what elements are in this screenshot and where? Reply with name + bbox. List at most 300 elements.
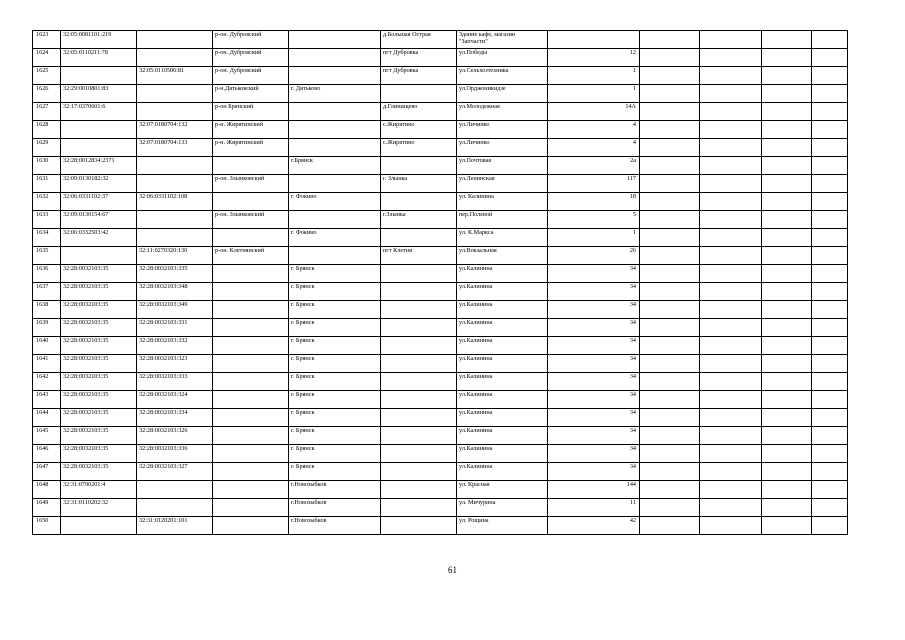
cell-city: г. Фокино <box>289 229 381 247</box>
cell-no: 1628 <box>33 121 61 139</box>
cell-settlement <box>381 499 457 517</box>
cell-empty <box>762 49 812 67</box>
table-row <box>33 409 848 427</box>
cell-settlement <box>381 373 457 391</box>
cell-cad1: 32:28:0032103:35 <box>61 373 137 391</box>
cell-street: ул.Молодежная <box>457 103 548 121</box>
cell-city <box>289 31 381 49</box>
cell-district: р-н.Дятьковский <box>213 85 289 103</box>
cell-no: 1630 <box>33 157 61 175</box>
cell-empty <box>700 517 762 535</box>
cell-street: ул. К.Маркса <box>457 229 548 247</box>
cell-cad2 <box>137 175 213 193</box>
table-row <box>33 301 848 319</box>
cell-cad1: 32:06:0331102:37 <box>61 193 137 211</box>
cell-district <box>213 157 289 175</box>
cell-empty <box>812 463 848 481</box>
cell-street: ул.Калинина <box>457 265 548 283</box>
cell-empty <box>700 121 762 139</box>
cell-cad2 <box>137 229 213 247</box>
cell-empty <box>812 193 848 211</box>
cell-empty <box>762 211 812 229</box>
cell-street: ул.Калинина <box>457 337 548 355</box>
cell-empty <box>640 445 700 463</box>
cell-house: 34 <box>548 337 640 355</box>
cell-no: 1641 <box>33 355 61 373</box>
cell-empty <box>762 175 812 193</box>
cell-district <box>213 427 289 445</box>
cell-house: 34 <box>548 265 640 283</box>
cell-settlement <box>381 517 457 535</box>
cell-cad2: 32:11:0270320:130 <box>137 247 213 265</box>
cell-empty <box>640 31 700 49</box>
cell-settlement <box>381 481 457 499</box>
cell-cad2: 32:28:0032103:331 <box>137 319 213 337</box>
cell-street: ул.Личинко <box>457 121 548 139</box>
table-row <box>33 229 848 247</box>
cell-district: р-он. Дубровский <box>213 67 289 85</box>
cell-street: ул.Калинина <box>457 427 548 445</box>
cell-district: р-он. Дубровский <box>213 31 289 49</box>
cell-empty <box>640 121 700 139</box>
cell-empty <box>640 211 700 229</box>
cell-city: г. Брянск <box>289 409 381 427</box>
cell-empty <box>640 337 700 355</box>
cell-empty <box>812 265 848 283</box>
cell-empty <box>640 517 700 535</box>
cell-cad2: 32:28:0032103:324 <box>137 391 213 409</box>
table-row <box>33 481 848 499</box>
cell-empty <box>640 229 700 247</box>
cell-city: г. Брянск <box>289 301 381 319</box>
cell-no: 1632 <box>33 193 61 211</box>
cell-settlement <box>381 301 457 319</box>
cell-cad2: 32:07:0180704:133 <box>137 139 213 157</box>
cell-empty <box>762 409 812 427</box>
cell-cad2: 32:07:0180704:132 <box>137 121 213 139</box>
cell-empty <box>762 247 812 265</box>
cell-cad1: 32:31:0790201:4 <box>61 481 137 499</box>
cell-city <box>289 103 381 121</box>
cell-street: ул.Калинина <box>457 283 548 301</box>
cell-empty <box>762 31 812 49</box>
cell-empty <box>812 103 848 121</box>
cell-street: ул. Красная <box>457 481 548 499</box>
cell-empty <box>812 67 848 85</box>
cell-empty <box>640 499 700 517</box>
table-row <box>33 247 848 265</box>
cell-district: р-он. Дубровский <box>213 49 289 67</box>
cell-settlement: с.Жирятино <box>381 139 457 157</box>
cell-no: 1631 <box>33 175 61 193</box>
cell-district <box>213 283 289 301</box>
cell-empty <box>762 463 812 481</box>
cell-city: г.Брянск <box>289 157 381 175</box>
cell-settlement <box>381 157 457 175</box>
registry-body <box>33 31 848 535</box>
cell-house: 11 <box>548 499 640 517</box>
cell-cad1: 32:28:0032103:35 <box>61 427 137 445</box>
cell-cad2: 32:28:0032103:334 <box>137 409 213 427</box>
cell-empty <box>640 301 700 319</box>
cell-street: ул. Мичурина <box>457 499 548 517</box>
cell-city <box>289 139 381 157</box>
cell-empty <box>812 427 848 445</box>
cell-cad1: 32:28:0032103:35 <box>61 337 137 355</box>
table-row <box>33 265 848 283</box>
cell-empty <box>640 373 700 391</box>
cell-house: 144 <box>548 481 640 499</box>
cell-house: 34 <box>548 463 640 481</box>
cell-street: ул.Калинина <box>457 301 548 319</box>
cell-house: 34 <box>548 391 640 409</box>
cell-empty <box>640 427 700 445</box>
cell-empty <box>640 463 700 481</box>
cell-city: г. Брянск <box>289 355 381 373</box>
cell-no: 1623 <box>33 31 61 49</box>
cell-empty <box>700 193 762 211</box>
cell-no: 1624 <box>33 49 61 67</box>
cell-empty <box>812 355 848 373</box>
cell-settlement: пгт Дубровка <box>381 49 457 67</box>
cell-no: 1643 <box>33 391 61 409</box>
table-row <box>33 31 848 49</box>
cell-settlement: пгт Клетня <box>381 247 457 265</box>
cell-settlement: г. Злынка <box>381 175 457 193</box>
cell-empty <box>640 67 700 85</box>
cell-empty <box>640 265 700 283</box>
cell-house: 12 <box>548 49 640 67</box>
cell-empty <box>812 157 848 175</box>
table-row <box>33 391 848 409</box>
cell-empty <box>762 139 812 157</box>
cell-empty <box>640 175 700 193</box>
cell-settlement <box>381 265 457 283</box>
cell-empty <box>700 427 762 445</box>
cell-empty <box>762 265 812 283</box>
cell-cad1: 32:28:0032103:35 <box>61 301 137 319</box>
cell-no: 1648 <box>33 481 61 499</box>
cell-house: 34 <box>548 283 640 301</box>
cell-empty <box>700 157 762 175</box>
cell-empty <box>700 175 762 193</box>
cell-empty <box>812 121 848 139</box>
cell-cad1: 32:28:0032103:35 <box>61 409 137 427</box>
cell-settlement: пгт Дубровка <box>381 67 457 85</box>
cell-empty <box>762 301 812 319</box>
cell-empty <box>812 499 848 517</box>
cell-house: 5 <box>548 211 640 229</box>
cell-empty <box>812 211 848 229</box>
cell-district <box>213 445 289 463</box>
cell-cad1: 32:28:0032103:35 <box>61 463 137 481</box>
cell-empty <box>762 445 812 463</box>
cell-district: р-он. Злынковский <box>213 175 289 193</box>
cell-settlement <box>381 355 457 373</box>
cell-no: 1633 <box>33 211 61 229</box>
cell-empty <box>812 409 848 427</box>
cell-empty <box>812 247 848 265</box>
cell-cad1: 32:09:0130154:67 <box>61 211 137 229</box>
cell-empty <box>700 247 762 265</box>
cell-cad1: 32:28:0032103:35 <box>61 265 137 283</box>
cell-street: ул. Рощина <box>457 517 548 535</box>
table-row <box>33 517 848 535</box>
cell-empty <box>640 157 700 175</box>
table-row <box>33 121 848 139</box>
cell-city <box>289 67 381 85</box>
cell-empty <box>640 355 700 373</box>
cell-empty <box>640 391 700 409</box>
cell-cad2: 32:06:0331102:108 <box>137 193 213 211</box>
cell-no: 1636 <box>33 265 61 283</box>
cell-settlement: д.Большая Острая <box>381 31 457 49</box>
cell-house: 26 <box>548 247 640 265</box>
cell-no: 1627 <box>33 103 61 121</box>
cell-no: 1638 <box>33 301 61 319</box>
cell-cad1 <box>61 139 137 157</box>
cell-city <box>289 247 381 265</box>
cell-city: г. Брянск <box>289 463 381 481</box>
cell-cad2: 32:28:0032103:336 <box>137 445 213 463</box>
cell-city <box>289 175 381 193</box>
cell-cad1: 32:05:0081101:219 <box>61 31 137 49</box>
cell-cad1: 32:28:0032103:35 <box>61 355 137 373</box>
cell-empty <box>700 229 762 247</box>
cell-street: ул.Орджоникидзе <box>457 85 548 103</box>
cell-empty <box>640 247 700 265</box>
cell-no: 1626 <box>33 85 61 103</box>
table-row <box>33 193 848 211</box>
cell-empty <box>812 373 848 391</box>
cell-empty <box>812 517 848 535</box>
cell-cad2: 32:28:0032103:323 <box>137 355 213 373</box>
cell-house: 42 <box>548 517 640 535</box>
cell-cad1: 32:05:0110211:78 <box>61 49 137 67</box>
cell-empty <box>762 373 812 391</box>
cell-house: 1 <box>548 85 640 103</box>
cell-city: г. Фокино <box>289 193 381 211</box>
cell-no: 1646 <box>33 445 61 463</box>
cell-empty <box>762 427 812 445</box>
cell-street: ул.Личинко <box>457 139 548 157</box>
cell-city: г. Брянск <box>289 283 381 301</box>
cell-empty <box>812 301 848 319</box>
cell-cad2 <box>137 31 213 49</box>
cell-empty <box>700 265 762 283</box>
table-row <box>33 283 848 301</box>
cell-no: 1645 <box>33 427 61 445</box>
table-row <box>33 355 848 373</box>
cell-house: 18 <box>548 193 640 211</box>
cell-street: ул.Сельхозтехника <box>457 67 548 85</box>
cell-cad2: 32:28:0032103:327 <box>137 463 213 481</box>
cell-no: 1644 <box>33 409 61 427</box>
cell-no: 1625 <box>33 67 61 85</box>
cell-empty <box>700 337 762 355</box>
page-number: 61 <box>448 565 457 575</box>
cell-empty <box>762 391 812 409</box>
cell-cad2 <box>137 103 213 121</box>
cell-empty <box>812 391 848 409</box>
table-row <box>33 157 848 175</box>
cell-district <box>213 337 289 355</box>
cell-city: г. Дятьково <box>289 85 381 103</box>
cell-empty <box>812 139 848 157</box>
cell-settlement <box>381 283 457 301</box>
cell-empty <box>700 445 762 463</box>
cell-cad1 <box>61 247 137 265</box>
cell-empty <box>640 283 700 301</box>
cell-district <box>213 265 289 283</box>
cell-city <box>289 49 381 67</box>
cell-house: 1 <box>548 229 640 247</box>
cell-house: 34 <box>548 409 640 427</box>
cell-empty <box>700 139 762 157</box>
cell-empty <box>700 211 762 229</box>
cell-street: ул.Калинина <box>457 445 548 463</box>
cell-street: пер.Полевой <box>457 211 548 229</box>
cell-district <box>213 373 289 391</box>
cell-house: 117 <box>548 175 640 193</box>
cell-street: ул.Победы <box>457 49 548 67</box>
table-row <box>33 175 848 193</box>
cell-district: р-он. Клетнянский <box>213 247 289 265</box>
cell-empty <box>812 31 848 49</box>
cell-settlement <box>381 193 457 211</box>
cell-city: г.Новозыбков <box>289 517 381 535</box>
cell-city: г. Брянск <box>289 337 381 355</box>
cell-street: ул.Калинина <box>457 373 548 391</box>
cell-empty <box>640 193 700 211</box>
table-row <box>33 319 848 337</box>
cell-empty <box>700 355 762 373</box>
cell-street: ул.Ленинская <box>457 175 548 193</box>
cell-empty <box>812 319 848 337</box>
cell-district <box>213 463 289 481</box>
cell-empty <box>812 85 848 103</box>
cell-house: 34 <box>548 427 640 445</box>
cell-cad1 <box>61 121 137 139</box>
cell-district <box>213 409 289 427</box>
table-row <box>33 445 848 463</box>
table-row <box>33 373 848 391</box>
cell-cad1: 32:28:0012834:2371 <box>61 157 137 175</box>
cell-empty <box>762 499 812 517</box>
cell-street: ул.Почтовая <box>457 157 548 175</box>
cell-cad1: 32:06:0332503:42 <box>61 229 137 247</box>
cell-empty <box>762 67 812 85</box>
cell-district <box>213 355 289 373</box>
cell-empty <box>700 319 762 337</box>
cell-cad2 <box>137 481 213 499</box>
cell-settlement <box>381 427 457 445</box>
cell-city: г.Новозыбков <box>289 481 381 499</box>
cell-city: г. Брянск <box>289 391 381 409</box>
cell-empty <box>700 31 762 49</box>
cell-no: 1634 <box>33 229 61 247</box>
cell-cad1 <box>61 517 137 535</box>
cell-city: г. Брянск <box>289 445 381 463</box>
cell-cad2: 32:28:0032103:326 <box>137 427 213 445</box>
table-row <box>33 139 848 157</box>
cell-district: р-он Брянский <box>213 103 289 121</box>
cell-cad1: 32:09:0130182:32 <box>61 175 137 193</box>
cell-cad2: 32:28:0032103:348 <box>137 283 213 301</box>
cell-empty <box>700 409 762 427</box>
cell-empty <box>700 391 762 409</box>
cell-street: ул.Калинина <box>457 409 548 427</box>
cell-district <box>213 517 289 535</box>
cell-district: р-н. Жирятинский <box>213 139 289 157</box>
cell-settlement <box>381 409 457 427</box>
cell-empty <box>762 121 812 139</box>
cell-empty <box>700 103 762 121</box>
cell-empty <box>640 319 700 337</box>
cell-district: р-он. Злынковский <box>213 211 289 229</box>
cell-empty <box>640 103 700 121</box>
cell-cad1: 32:28:0032103:35 <box>61 391 137 409</box>
cell-district <box>213 481 289 499</box>
cell-house: 34 <box>548 373 640 391</box>
table-row <box>33 49 848 67</box>
cell-city: г.Новозыбков <box>289 499 381 517</box>
cell-cad2: 32:28:0032103:333 <box>137 373 213 391</box>
cell-cad1: 32:28:0032103:35 <box>61 445 137 463</box>
cell-cad1: 32:28:0032103:35 <box>61 283 137 301</box>
cell-empty <box>640 49 700 67</box>
cell-cad2: 32:31:0120201:101 <box>137 517 213 535</box>
cell-settlement <box>381 85 457 103</box>
cell-empty <box>700 67 762 85</box>
cell-settlement <box>381 337 457 355</box>
cell-no: 1635 <box>33 247 61 265</box>
cell-empty <box>640 409 700 427</box>
property-registry-table <box>32 30 848 535</box>
cell-district <box>213 499 289 517</box>
cell-no: 1637 <box>33 283 61 301</box>
cell-no: 1650 <box>33 517 61 535</box>
cell-settlement <box>381 463 457 481</box>
cell-empty <box>700 283 762 301</box>
cell-empty <box>640 85 700 103</box>
cell-settlement <box>381 319 457 337</box>
cell-city: г. Брянск <box>289 319 381 337</box>
cell-cad2: 32:28:0032103:349 <box>137 301 213 319</box>
cell-street: ул.Калинина <box>457 463 548 481</box>
cell-street: ул.Вокзальная <box>457 247 548 265</box>
cell-street: ул.Калинина <box>457 355 548 373</box>
cell-settlement: с.Жирятино <box>381 121 457 139</box>
cell-empty <box>812 337 848 355</box>
cell-empty <box>700 373 762 391</box>
table-row <box>33 499 848 517</box>
cell-cad2 <box>137 157 213 175</box>
cell-house: 2а <box>548 157 640 175</box>
table-row <box>33 103 848 121</box>
cell-house: 34 <box>548 355 640 373</box>
cell-street: ул. Калинина <box>457 193 548 211</box>
cell-street: ул.Калинина <box>457 319 548 337</box>
cell-empty <box>812 481 848 499</box>
cell-settlement: г.Злынка <box>381 211 457 229</box>
cell-no: 1647 <box>33 463 61 481</box>
cell-empty <box>762 229 812 247</box>
cell-no: 1640 <box>33 337 61 355</box>
cell-empty <box>762 103 812 121</box>
cell-house: 4 <box>548 139 640 157</box>
cell-cad1: 32:28:0032103:35 <box>61 319 137 337</box>
